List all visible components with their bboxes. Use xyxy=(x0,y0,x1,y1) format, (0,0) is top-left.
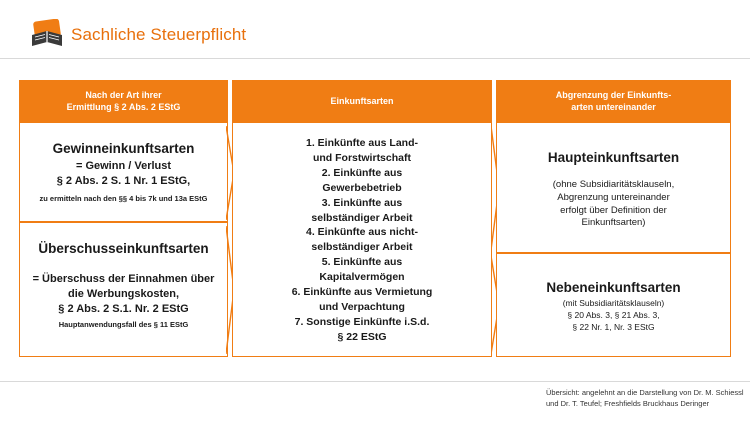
haupt-title: Haupteinkunftsarten xyxy=(547,150,680,165)
haupt-line1: (ohne Subsidiaritätsklauseln, xyxy=(552,179,675,190)
left-column-heading xyxy=(19,80,228,122)
einkunftsarten-list xyxy=(232,136,492,345)
gewinn-line1: = Gewinn / Verlust xyxy=(75,160,172,172)
ueberschuss-line2: die Werbungskosten, xyxy=(67,287,180,300)
list-item: 1. Einkünfte aus Land- xyxy=(305,137,418,149)
left-heading-line2: Ermittlung § 2 Abs. 2 EStG xyxy=(66,102,181,112)
list-item: selbständiger Arbeit xyxy=(311,211,413,224)
left-heading-line1: Nach der Art ihrer xyxy=(85,89,162,100)
gewinn-line2: § 2 Abs. 2 S. 1 Nr. 1 EStG, xyxy=(56,174,191,187)
list-item: 2. Einkünfte aus xyxy=(321,166,403,179)
haupt-line2: Abgrenzung untereinander xyxy=(557,191,670,203)
list-item: Kapitalvermögen xyxy=(319,271,405,284)
neben-section xyxy=(496,280,731,334)
haupt-line3: erfolgt über Definition der xyxy=(560,204,667,216)
list-item: und Forstwirtschaft xyxy=(312,151,411,164)
right-heading-line1: Abgrenzung der Einkunfts- xyxy=(555,89,672,100)
source-footnote xyxy=(546,388,746,409)
neben-line3: § 22 Nr. 1, Nr. 3 EStG xyxy=(572,321,655,332)
book-logo-icon xyxy=(30,19,64,49)
page-title: Sachliche Steuerpflicht xyxy=(71,25,247,44)
slide-header xyxy=(0,0,750,58)
right-column-divider xyxy=(496,252,731,254)
right-column-heading xyxy=(496,80,731,122)
footnote-line2: und Dr. T. Teufel; Freshfields Bruckhaus Deringer xyxy=(546,398,710,408)
list-item: 4. Einkünfte aus nicht- xyxy=(305,226,418,239)
middle-column-heading: Einkunftsarten xyxy=(232,80,492,122)
ueberschuss-section xyxy=(19,241,228,329)
ueberschuss-small: Hauptanwendungsfall des § 11 EStG xyxy=(58,319,189,329)
haupt-line4: Einkunftsarten) xyxy=(581,217,646,229)
ueberschuss-line1: = Überschuss der Einnahmen über xyxy=(32,273,215,285)
gewinn-title: Gewinneinkunftsarten xyxy=(52,141,195,156)
gewinn-section xyxy=(19,141,228,203)
right-heading-line2: arten untereinander xyxy=(571,102,656,112)
header-divider xyxy=(0,58,750,59)
list-item: 5. Einkünfte aus xyxy=(321,256,403,269)
list-item: selbständiger Arbeit xyxy=(311,241,413,254)
list-item: und Verpachtung xyxy=(319,300,405,313)
ueberschuss-line3: § 2 Abs. 2 S.1. Nr. 2 EStG xyxy=(58,302,189,315)
haupt-section xyxy=(496,150,731,230)
list-item: 3. Einkünfte aus xyxy=(321,196,403,209)
gewinn-small: zu ermitteln nach den §§ 4 bis 7k und 13a EStG xyxy=(39,193,208,203)
list-item: 6. Einkünfte aus Vermietung xyxy=(291,286,433,299)
ueberschuss-title: Überschusseinkunftsarten xyxy=(38,241,209,256)
left-column-divider xyxy=(19,221,228,223)
neben-title: Nebeneinkunftsarten xyxy=(546,280,681,295)
list-item: 7. Sonstige Einkünfte i.S.d. xyxy=(294,315,430,328)
footer-divider xyxy=(0,381,750,382)
footnote-line1: Übersicht: angelehnt an die Darstellung von Dr. M. Schiessl xyxy=(546,388,744,397)
neben-line1: (mit Subsidiaritätsklauseln) xyxy=(562,298,665,308)
list-item: § 22 EStG xyxy=(337,330,387,343)
list-item: Gewerbebetrieb xyxy=(322,181,402,194)
neben-line2: § 20 Abs. 3, § 21 Abs. 3, xyxy=(567,309,660,320)
